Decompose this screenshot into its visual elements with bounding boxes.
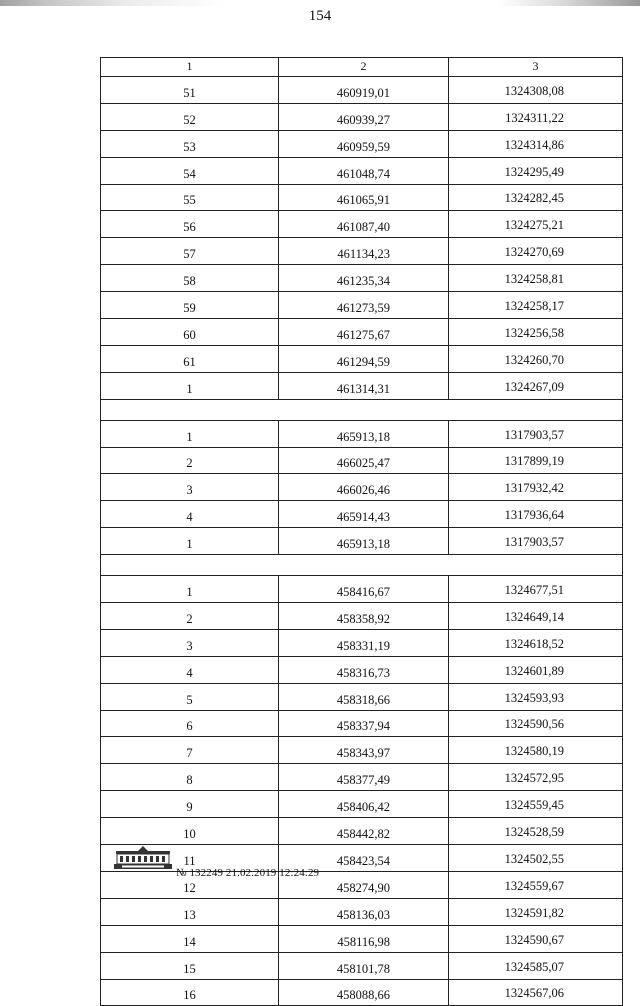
document-reference: № 132249 21.02.2019 12:24:29 [176,867,320,879]
x-coordinate-cell: 461314,31 [279,372,449,399]
x-coordinate-cell: 458316,73 [279,656,449,683]
y-coordinate-cell: 1324590,56 [449,710,623,737]
table-row [101,211,623,238]
point-number-cell: 1 [101,420,279,447]
table-row [101,447,623,474]
separator-cell [101,399,623,420]
x-coordinate-cell: 458088,66 [279,979,449,1006]
table-row [101,898,623,925]
y-coordinate-cell: 1324308,08 [449,77,623,104]
table-row [101,818,623,845]
x-coordinate-cell: 458116,98 [279,925,449,952]
point-number-cell: 4 [101,656,279,683]
x-coordinate-cell: 458331,19 [279,629,449,656]
footer [112,845,174,871]
table-row [101,528,623,555]
point-number-cell: 14 [101,925,279,952]
y-coordinate-cell: 1317903,57 [449,420,623,447]
point-number-cell: 11 [101,845,279,872]
x-coordinate-cell: 458416,67 [279,576,449,603]
point-number-cell: 59 [101,292,279,319]
table-row [101,791,623,818]
x-coordinate-cell: 461065,91 [279,184,449,211]
y-coordinate-cell: 1317899,19 [449,447,623,474]
x-coordinate-cell: 458274,90 [279,871,449,898]
y-coordinate-cell: 1324572,95 [449,764,623,791]
table-row [101,103,623,130]
table-row [101,501,623,528]
x-coordinate-cell: 460919,01 [279,77,449,104]
point-number-cell: 58 [101,265,279,292]
table-row [101,629,623,656]
point-number-cell: 57 [101,238,279,265]
point-number-cell: 61 [101,345,279,372]
x-coordinate-cell: 458318,66 [279,683,449,710]
scan-edge [0,0,640,6]
page-number: 154 [308,8,332,24]
point-number-cell: 3 [101,474,279,501]
table-row [101,474,623,501]
y-coordinate-cell: 1324618,52 [449,629,623,656]
x-coordinate-cell: 458442,82 [279,818,449,845]
column-header: 1 [101,58,279,77]
y-coordinate-cell: 1324258,17 [449,292,623,319]
point-number-cell: 2 [101,447,279,474]
point-number-cell: 12 [101,871,279,898]
x-coordinate-cell: 460939,27 [279,103,449,130]
table-row [101,130,623,157]
point-number-cell: 3 [101,629,279,656]
y-coordinate-cell: 1324314,86 [449,130,623,157]
point-number-cell: 55 [101,184,279,211]
x-coordinate-cell: 458423,54 [279,845,449,872]
point-number-cell: 60 [101,319,279,346]
point-number-cell: 8 [101,764,279,791]
y-coordinate-cell: 1324267,09 [449,372,623,399]
y-coordinate-cell: 1317936,64 [449,501,623,528]
table-row [101,238,623,265]
column-header: 2 [279,58,449,77]
point-number-cell: 54 [101,157,279,184]
point-number-cell: 2 [101,603,279,630]
x-coordinate-cell: 458406,42 [279,791,449,818]
table-row [101,420,623,447]
y-coordinate-cell: 1324258,81 [449,265,623,292]
y-coordinate-cell: 1324567,06 [449,979,623,1006]
block-separator-row [101,399,623,420]
x-coordinate-cell: 466026,46 [279,474,449,501]
y-coordinate-cell: 1324270,69 [449,238,623,265]
x-coordinate-cell: 458343,97 [279,737,449,764]
x-coordinate-cell: 458377,49 [279,764,449,791]
column-header: 3 [449,58,623,77]
y-coordinate-cell: 1324591,82 [449,898,623,925]
table-row [101,925,623,952]
table-row [101,603,623,630]
x-coordinate-cell: 461235,34 [279,265,449,292]
x-coordinate-cell: 458136,03 [279,898,449,925]
block-separator-row [101,555,623,576]
x-coordinate-cell: 466025,47 [279,447,449,474]
x-coordinate-cell: 465914,43 [279,501,449,528]
point-number-cell: 51 [101,77,279,104]
x-coordinate-cell: 458337,94 [279,710,449,737]
table-row [101,683,623,710]
y-coordinate-cell: 1324649,14 [449,603,623,630]
point-number-cell: 52 [101,103,279,130]
table-row [101,292,623,319]
point-number-cell: 1 [101,576,279,603]
x-coordinate-cell: 461134,23 [279,238,449,265]
y-coordinate-cell: 1324593,93 [449,683,623,710]
point-number-cell: 15 [101,952,279,979]
building-seal-icon [112,845,174,871]
y-coordinate-cell: 1317932,42 [449,474,623,501]
x-coordinate-cell: 461087,40 [279,211,449,238]
x-coordinate-cell: 458101,78 [279,952,449,979]
y-coordinate-cell: 1324502,55 [449,845,623,872]
table-header-row [101,58,623,77]
x-coordinate-cell: 465913,18 [279,420,449,447]
table-row [101,656,623,683]
point-number-cell: 1 [101,372,279,399]
table-row [101,979,623,1006]
x-coordinate-cell: 460959,59 [279,130,449,157]
table-row [101,710,623,737]
table-row [101,265,623,292]
point-number-cell: 1 [101,528,279,555]
separator-cell [101,555,623,576]
y-coordinate-cell: 1324590,67 [449,925,623,952]
point-number-cell: 5 [101,683,279,710]
y-coordinate-cell: 1324260,70 [449,345,623,372]
point-number-cell: 4 [101,501,279,528]
table-row [101,345,623,372]
table-row [101,576,623,603]
point-number-cell: 10 [101,818,279,845]
table-row [101,952,623,979]
y-coordinate-cell: 1324282,45 [449,184,623,211]
point-number-cell: 7 [101,737,279,764]
table-row [101,319,623,346]
y-coordinate-cell: 1324275,21 [449,211,623,238]
x-coordinate-cell: 461048,74 [279,157,449,184]
y-coordinate-cell: 1324311,22 [449,103,623,130]
y-coordinate-cell: 1324295,49 [449,157,623,184]
table-row [101,372,623,399]
point-number-cell: 6 [101,710,279,737]
y-coordinate-cell: 1324559,45 [449,791,623,818]
coordinates-table [100,57,623,1006]
y-coordinate-cell: 1324528,59 [449,818,623,845]
y-coordinate-cell: 1324580,19 [449,737,623,764]
x-coordinate-cell: 461275,67 [279,319,449,346]
point-number-cell: 13 [101,898,279,925]
y-coordinate-cell: 1317903,57 [449,528,623,555]
x-coordinate-cell: 461273,59 [279,292,449,319]
point-number-cell: 53 [101,130,279,157]
x-coordinate-cell: 465913,18 [279,528,449,555]
point-number-cell: 9 [101,791,279,818]
table-row [101,157,623,184]
table-row [101,77,623,104]
table-row [101,737,623,764]
y-coordinate-cell: 1324585,07 [449,952,623,979]
y-coordinate-cell: 1324601,89 [449,656,623,683]
x-coordinate-cell: 461294,59 [279,345,449,372]
y-coordinate-cell: 1324677,51 [449,576,623,603]
x-coordinate-cell: 458358,92 [279,603,449,630]
table-row [101,764,623,791]
y-coordinate-cell: 1324559,67 [449,871,623,898]
y-coordinate-cell: 1324256,58 [449,319,623,346]
point-number-cell: 56 [101,211,279,238]
table-row [101,184,623,211]
point-number-cell: 16 [101,979,279,1006]
